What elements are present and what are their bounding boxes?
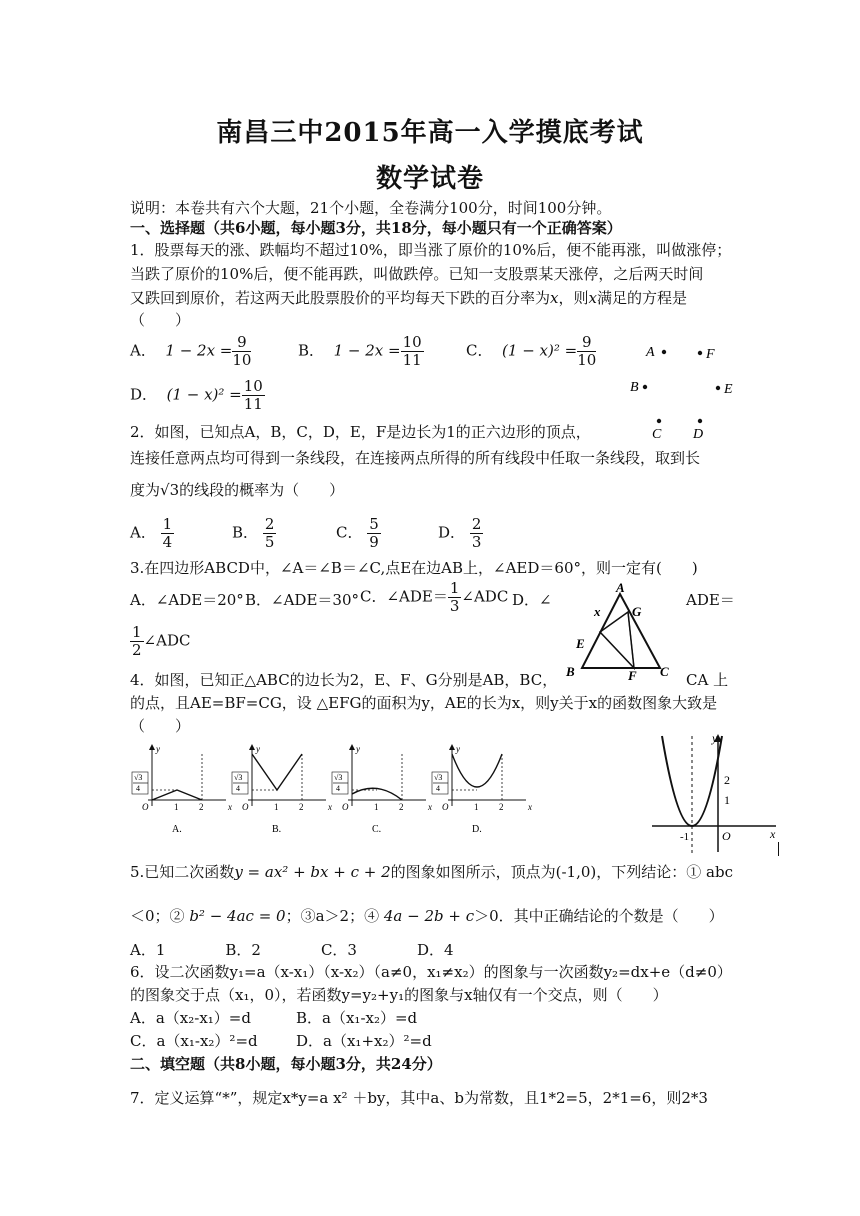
option-text: C．∠ADE＝ xyxy=(360,587,448,606)
q6-option-d: D．a（x₁+x₂）²=d xyxy=(296,1032,432,1050)
option-text: ∠ADC xyxy=(461,587,509,606)
point-c-dot xyxy=(657,419,661,423)
graph-a-x-label: x xyxy=(228,802,232,812)
graph-b-tick-1: 1 xyxy=(274,802,279,812)
graph-a-sqrt3: √3 xyxy=(134,773,143,782)
fraction xyxy=(161,516,175,551)
graph-b-sqrt3: √3 xyxy=(234,773,243,782)
graph-b-four: 4 xyxy=(236,784,240,793)
tri-label-x: x xyxy=(594,604,601,619)
option-label: D． xyxy=(130,385,158,404)
segment-ef xyxy=(600,632,634,668)
graph-a-four: 4 xyxy=(136,784,140,793)
q1-line3-a: 又跌回到原价，若这两天此股票股价的平均每天下跌的百分率为 xyxy=(130,289,551,307)
denominator: 10 xyxy=(577,351,597,369)
point-label-c: C xyxy=(652,427,662,442)
parabola-label-2: 2 xyxy=(724,773,730,787)
q4-graph-options xyxy=(128,740,538,840)
parabola-y-label: y xyxy=(712,732,718,745)
page-title: 南昌三中2015年高一入学摸底考试 xyxy=(216,118,644,148)
graph-d-tick-1: 1 xyxy=(474,802,479,812)
graph-a-origin: O xyxy=(142,802,149,812)
point-label-e: E xyxy=(724,382,733,397)
fraction xyxy=(448,580,462,615)
tri-label-a: A xyxy=(616,580,625,595)
numerator: 10 xyxy=(243,377,263,395)
point-e-dot xyxy=(716,386,720,390)
tri-label-b: B xyxy=(566,664,575,679)
q1-var: x xyxy=(588,289,597,307)
graph-d-tick-2: 2 xyxy=(499,802,504,812)
numerator: 9 xyxy=(577,334,596,352)
denominator: 4 xyxy=(162,533,173,551)
option-text: ∠ADC xyxy=(143,631,191,650)
q5-line1 xyxy=(130,862,733,882)
point-b-dot xyxy=(643,385,647,389)
option-expr: (1 − x)² = xyxy=(166,385,242,404)
q5-line1-b: 的图象如图所示，顶点为(-1,0)，下列结论：① abc xyxy=(390,863,733,881)
q1-option-d xyxy=(130,378,265,413)
q2-line3-b: 的线段的概率为（ ） xyxy=(179,481,345,499)
q3-option-d-fraction xyxy=(130,624,190,659)
sqrt-three: √3 xyxy=(160,481,180,499)
triangle-efg-figure xyxy=(560,580,680,680)
point-label-d: D xyxy=(693,427,704,442)
option-expr: (1 − x)² = xyxy=(502,341,578,360)
q1-line3 xyxy=(130,288,687,308)
q1-line3-b: ，则 xyxy=(558,289,589,307)
graph-d-x-label: x xyxy=(528,802,532,812)
graph-d-four: 4 xyxy=(436,784,440,793)
option-label: B． xyxy=(298,341,325,360)
graph-c-tick-1: 1 xyxy=(374,802,379,812)
q1-var: x xyxy=(550,289,559,307)
graph-c-sqrt3: √3 xyxy=(334,773,343,782)
q5-line2-b: ；③a＞2；④ xyxy=(285,907,380,925)
graph-a-curve xyxy=(152,790,202,800)
option-label: C． xyxy=(336,523,363,542)
fraction xyxy=(263,516,277,551)
option-expr: 1 − 2x = xyxy=(333,341,401,360)
q5-line2-a: ＜0；② xyxy=(130,907,185,925)
graph-a-y-arrow xyxy=(149,744,155,750)
fraction xyxy=(401,334,424,369)
q1-line1: 1．股票每天的涨、跌幅均不超过10%，即当涨了原价的10%后，便不能再涨，叫做涨停； xyxy=(130,241,732,259)
graph-b-curve xyxy=(252,754,302,790)
denominator: 11 xyxy=(402,351,422,369)
graph-d-sqrt3: √3 xyxy=(434,773,443,782)
fraction xyxy=(577,334,596,369)
graph-c-x-label: x xyxy=(428,802,432,812)
option-label: A． xyxy=(130,341,156,360)
denominator: 11 xyxy=(243,395,263,413)
parabola-label-neg1: -1 xyxy=(680,831,690,843)
denominator: 5 xyxy=(264,533,275,551)
q5-expr2: b² − 4ac = 0 xyxy=(189,907,286,925)
graph-b-x-label: x xyxy=(328,802,332,812)
q2-line3 xyxy=(130,480,344,500)
q2-option-a xyxy=(130,516,174,551)
fraction xyxy=(232,334,251,369)
q2-option-b xyxy=(232,516,276,551)
graph-a-tick-1: 1 xyxy=(174,802,179,812)
q3-option-c xyxy=(360,580,508,615)
option-label: C． xyxy=(466,341,493,360)
fraction xyxy=(367,516,381,551)
graph-d-origin: O xyxy=(442,802,449,812)
option-expr: 1 − 2x = xyxy=(165,341,233,360)
q2-option-c xyxy=(336,516,381,551)
graph-b-y-arrow xyxy=(249,744,255,750)
segment-gf xyxy=(628,612,634,668)
graph-c-y-label: y xyxy=(356,744,360,754)
fraction xyxy=(242,378,265,413)
point-f-dot xyxy=(698,351,702,355)
denominator: 10 xyxy=(232,351,252,369)
q5-line2 xyxy=(130,906,724,926)
q6-line2: 的图象交于点（x₁，0），若函数y=y₂+y₁的图象与x轴仅有一个交点，则（ ） xyxy=(130,986,668,1004)
point-d-dot xyxy=(698,419,702,423)
graph-a-caption: A. xyxy=(172,824,182,835)
graph-c-four: 4 xyxy=(336,784,340,793)
q4-line2: 的点，且AE=BF=CG，设 △EFG的面积为y，AE的长为x，则y关于x的函数图象大致是 xyxy=(130,694,718,712)
numerator: 1 xyxy=(449,579,460,597)
section-heading-choice: 一、选择题（共6小题，每小题3分，共18分，每小题只有一个正确答案） xyxy=(130,219,622,237)
q1-option-c xyxy=(466,334,596,369)
point-label-b: B xyxy=(630,380,639,395)
denominator: 3 xyxy=(449,597,460,615)
point-label-f: F xyxy=(706,347,715,362)
q3-line1: 3.在四边形ABCD中，∠A＝∠B＝∠C,点E在边AB上，∠AED＝60°，则一定有( ) xyxy=(130,559,698,577)
q3-option-a: A．∠ADE＝20° xyxy=(130,591,244,609)
instructions: 说明：本卷共有六个大题，21个小题，全卷满分100分，时间100分钟。 xyxy=(130,199,612,217)
tri-label-e: E xyxy=(576,636,585,651)
q5-expr: y = ax² + bx + c + 2 xyxy=(234,863,391,881)
q1-paren: （ ） xyxy=(130,311,191,329)
graph-c-caption: C. xyxy=(372,824,382,835)
q2-option-d xyxy=(438,516,483,551)
option-label: B． xyxy=(232,523,259,542)
q1-option-b xyxy=(298,334,424,369)
q5-line2-c: ＞0．其中正确结论的个数是（ ） xyxy=(474,907,724,925)
q6-option-a: A．a（x₂-x₁）=d xyxy=(130,1009,251,1027)
q6-option-c: C．a（x₁-x₂）²=d xyxy=(130,1032,258,1050)
q5-line1-a: 5.已知二次函数 xyxy=(130,863,235,881)
q5-options: A．1 B．2 C．3 D．4 xyxy=(130,941,454,959)
numerator: 1 xyxy=(132,623,142,641)
graph-d-y-label: y xyxy=(456,744,460,754)
graph-c-tick-2: 2 xyxy=(399,802,404,812)
graph-a-tick-2: 2 xyxy=(199,802,204,812)
denominator: 9 xyxy=(369,533,379,551)
denominator: 3 xyxy=(471,533,482,551)
numerator: 1 xyxy=(162,515,173,533)
q6-option-b: B．a（x₁-x₂）=d xyxy=(296,1009,418,1027)
graph-c-origin: O xyxy=(342,802,349,812)
graph-d-y-arrow xyxy=(449,744,455,750)
parabola-label-1: 1 xyxy=(724,793,730,807)
hexagon-points-figure xyxy=(630,336,750,446)
question-7: 7．定义运算“*”，规定x*y=a x² ＋by，其中a、b为常数，且1*2=5，2*1=6，则2*3 xyxy=(130,1089,708,1107)
numerator: 5 xyxy=(369,515,379,533)
section-heading-fill: 二、填空题（共8小题，每小题3分，共24分） xyxy=(130,1055,442,1073)
point-a-dot xyxy=(662,350,666,354)
q6-line1: 6．设二次函数y₁=a（x-x₁）（x-x₂）（a≠0，x₁≠x₂）的图象与一次函数y₂=dx+e（d≠0） xyxy=(130,963,732,981)
q5-expr3: 4a − 2b + c xyxy=(383,907,475,925)
q1-line3-c: 满足的方程是 xyxy=(596,289,687,307)
tri-label-f: F xyxy=(628,668,637,680)
option-label: A． xyxy=(130,523,156,542)
fraction xyxy=(130,624,144,659)
parabola-x-label: x xyxy=(770,827,776,841)
numerator: 10 xyxy=(402,333,422,351)
denominator: 2 xyxy=(132,641,142,659)
page-subtitle: 数学试卷 xyxy=(375,164,484,194)
numerator: 2 xyxy=(264,515,275,533)
fraction xyxy=(470,516,484,551)
q3-option-b: B．∠ADE＝30° xyxy=(245,591,359,609)
tri-label-c: C xyxy=(660,664,669,679)
graph-c-y-arrow xyxy=(349,744,355,750)
q4-paren: （ ） xyxy=(130,717,191,735)
q4-line1-end: CA 上 xyxy=(686,671,729,689)
q3-option-d-cont: ADE＝ xyxy=(686,591,735,609)
graph-d-caption: D. xyxy=(472,824,482,835)
graph-b-caption: B. xyxy=(272,824,282,835)
graph-d-curve xyxy=(452,754,502,787)
parabola-origin-label: O xyxy=(722,829,731,843)
q2-line3-a: 度为 xyxy=(130,481,161,499)
tri-label-g: G xyxy=(632,604,642,619)
graph-b-y-label: y xyxy=(256,744,260,754)
q1-line2: 当跌了原价的10%后，便不能再跌，叫做跌停。已知一支股票某天涨停，之后两天时间 xyxy=(130,265,704,283)
margin-mark xyxy=(778,842,779,856)
q2-line2: 连接任意两点均可得到一条线段，在连接两点所得的所有线段中任取一条线段，取到长 xyxy=(130,449,701,467)
q3-option-d: D．∠ xyxy=(512,591,552,609)
q2-line1: 2．如图，已知点A，B，C，D，E，F是边长为1的正六边形的顶点， xyxy=(130,423,591,441)
q5-parabola-figure xyxy=(648,732,780,858)
graph-b-tick-2: 2 xyxy=(299,802,304,812)
q1-option-a xyxy=(130,334,251,369)
numerator: 2 xyxy=(471,515,482,533)
q4-line1: 4．如图，已知正△ABC的边长为2，E、F、G分别是AB，BC， xyxy=(130,671,558,689)
point-label-a: A xyxy=(646,345,655,360)
numerator: 9 xyxy=(232,334,251,352)
graph-b-origin: O xyxy=(242,802,249,812)
option-label: D． xyxy=(438,523,466,542)
graph-a-y-label: y xyxy=(156,744,160,754)
